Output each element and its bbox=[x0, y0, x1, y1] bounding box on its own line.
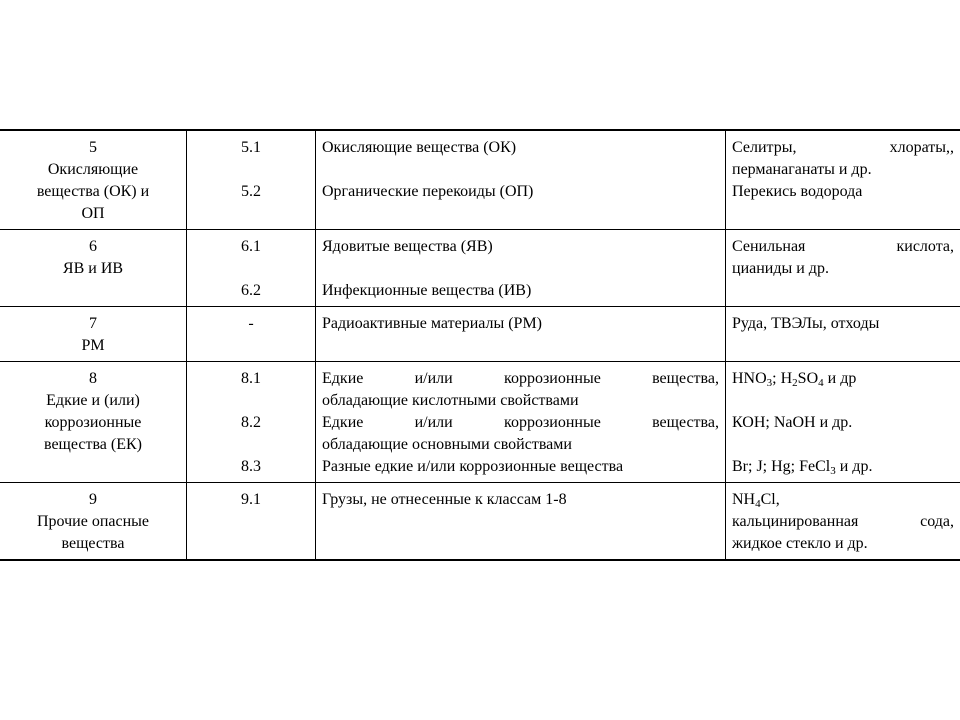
subclass-name: обладающие основными свойствами bbox=[322, 436, 572, 453]
class-number: 7 bbox=[89, 315, 97, 332]
example-cell-7 bbox=[726, 307, 960, 362]
example-formula: Br; J; Hg; FeCl$_3$ и др. bbox=[732, 458, 873, 477]
class-number: 9 bbox=[89, 491, 97, 508]
subclass-name: Грузы, не отнесенные к классам 1-8 bbox=[322, 491, 567, 508]
subclass-number: 5.2 bbox=[241, 183, 261, 200]
subclass-cell-7 bbox=[187, 307, 316, 362]
example-text: Сенильная кислота, bbox=[732, 238, 954, 255]
class-cell-9 bbox=[0, 483, 187, 561]
class-title-line: РМ bbox=[81, 337, 105, 354]
class-title-line: Окисляющие bbox=[47, 161, 139, 178]
subclass-number: 8.1 bbox=[241, 370, 261, 387]
example-cell-6 bbox=[726, 230, 960, 307]
subclass-name: Органические перекоиды (ОП) bbox=[322, 183, 534, 200]
class-cell-7 bbox=[0, 307, 187, 362]
example-cell-8 bbox=[726, 362, 960, 483]
class-title-line: коррозионные bbox=[44, 414, 142, 431]
subclass-number: 5.1 bbox=[241, 139, 261, 156]
hazard-classes-table bbox=[0, 129, 960, 561]
table-row-class-7 bbox=[0, 307, 960, 362]
subclass-number: - bbox=[248, 315, 254, 332]
class-cell-8 bbox=[0, 362, 187, 483]
class-number: 6 bbox=[89, 238, 97, 255]
example-formula: $HNO_3$; $H_2SO_4$ и др bbox=[732, 370, 857, 389]
subclass-number: 8.3 bbox=[241, 458, 261, 475]
name-cell-5 bbox=[316, 130, 726, 230]
class-title-line: Прочие опасные bbox=[36, 513, 150, 530]
name-cell-6 bbox=[316, 230, 726, 307]
class-title-line: ЯВ и ИВ bbox=[62, 260, 124, 277]
subclass-cell-6 bbox=[187, 230, 316, 307]
example-text: Селитры, хлораты,, bbox=[732, 139, 954, 156]
subclass-number: 6.1 bbox=[241, 238, 261, 255]
table-row-class-9 bbox=[0, 483, 960, 561]
class-number: 8 bbox=[89, 370, 97, 387]
example-text: цианиды и др. bbox=[732, 260, 829, 277]
subclass-name: Едкие и/или коррозионные вещества, bbox=[322, 370, 719, 387]
example-text: кальцинированная сода, bbox=[732, 513, 954, 530]
subclass-cell-9 bbox=[187, 483, 316, 561]
class-title-line: вещества (ЕК) bbox=[43, 436, 143, 453]
name-cell-7 bbox=[316, 307, 726, 362]
subclass-name: Окисляющие вещества (ОК) bbox=[322, 139, 517, 156]
table-row-class-6 bbox=[0, 230, 960, 307]
example-text: КОН; NaOH и др. bbox=[732, 414, 853, 431]
subclass-name: Инфекционные вещества (ИВ) bbox=[322, 282, 532, 299]
example-cell-5 bbox=[726, 130, 960, 230]
example-text: перманаганаты и др. bbox=[732, 161, 872, 178]
name-cell-8 bbox=[316, 362, 726, 483]
class-title-line: ОП bbox=[81, 205, 105, 222]
table-row-class-5 bbox=[0, 130, 960, 230]
subclass-number: 6.2 bbox=[241, 282, 261, 299]
class-title-line: вещества bbox=[61, 535, 125, 552]
subclass-name: Радиоактивные материалы (РМ) bbox=[322, 315, 543, 332]
example-text: Руда, ТВЭЛы, отходы bbox=[732, 315, 880, 332]
example-cell-9 bbox=[726, 483, 960, 561]
subclass-name: Едкие и/или коррозионные вещества, bbox=[322, 414, 719, 431]
subclass-name: обладающие кислотными свойствами bbox=[322, 392, 579, 409]
class-title-line: Едкие и (или) bbox=[46, 392, 140, 409]
table-row-class-8 bbox=[0, 362, 960, 483]
subclass-cell-8 bbox=[187, 362, 316, 483]
name-cell-9 bbox=[316, 483, 726, 561]
hazard-classes-table-wrapper bbox=[0, 129, 960, 561]
subclass-number: 8.2 bbox=[241, 414, 261, 431]
class-cell-5 bbox=[0, 130, 187, 230]
class-title-line: вещества (ОК) и bbox=[36, 183, 150, 200]
subclass-cell-5 bbox=[187, 130, 316, 230]
example-text: Перекись водорода bbox=[732, 183, 863, 200]
example-text: жидкое стекло и др. bbox=[732, 535, 868, 552]
class-number: 5 bbox=[89, 139, 97, 156]
subclass-number: 9.1 bbox=[241, 491, 261, 508]
subclass-name: Ядовитые вещества (ЯВ) bbox=[322, 238, 493, 255]
subclass-name: Разные едкие и/или коррозионные вещества bbox=[322, 458, 624, 475]
class-cell-6 bbox=[0, 230, 187, 307]
example-formula: $NH_4Cl$, bbox=[732, 491, 780, 510]
